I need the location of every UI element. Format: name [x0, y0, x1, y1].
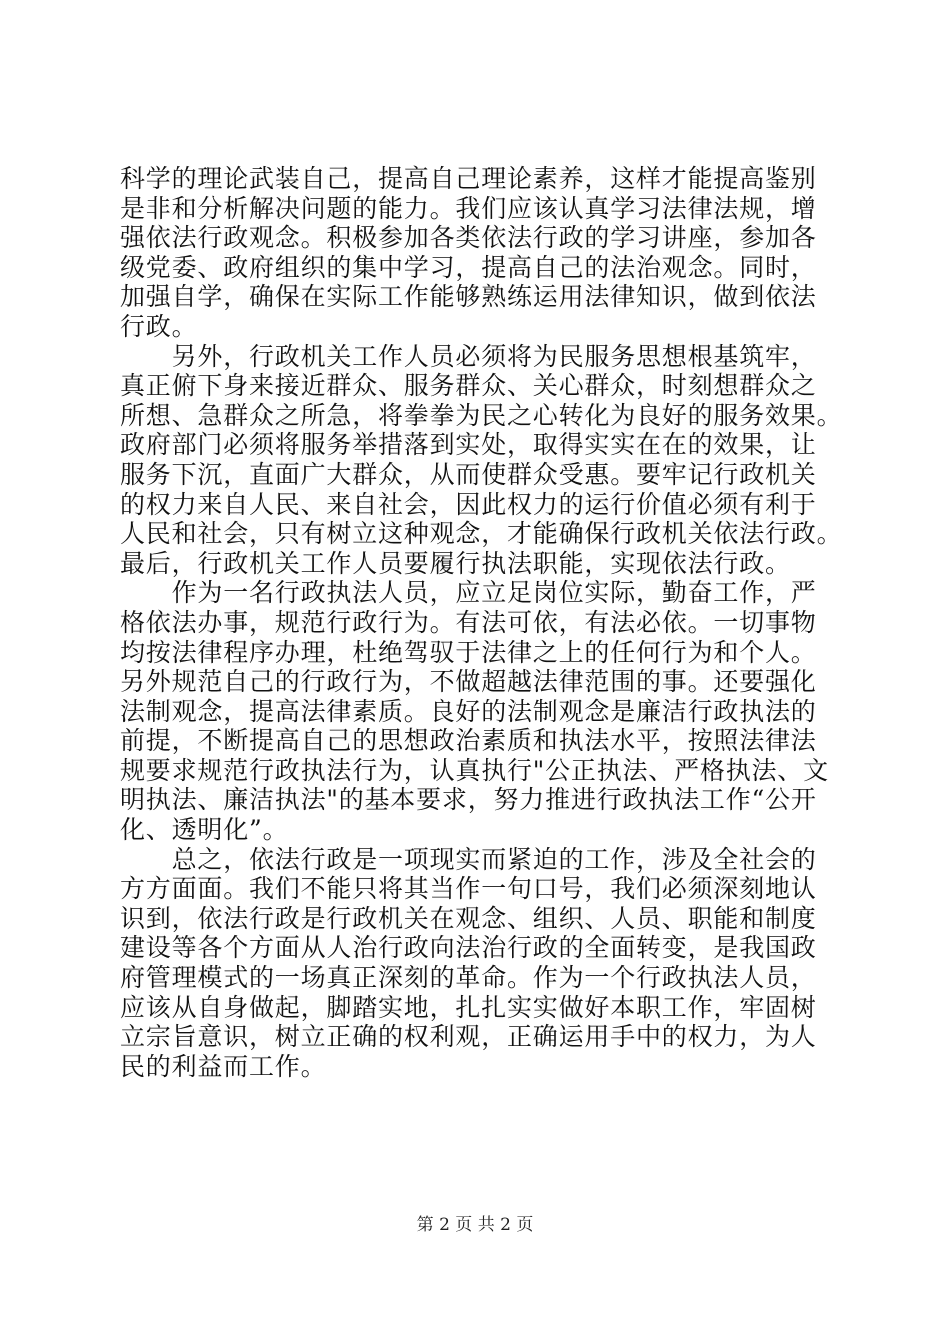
- text-line: 格依法办事，规范行政行为。有法可依，有法必依。一切事物: [120, 607, 817, 637]
- text-line: 总之，依法行政是一项现实而紧迫的工作，涉及全社会的: [120, 844, 817, 874]
- text-line: 服务下沉，直面广大群众，从而使群众受惠。要牢记行政机关: [120, 459, 817, 489]
- text-line: 另外，行政机关工作人员必须将为民服务思想根基筑牢，: [120, 341, 817, 371]
- page-footer: 第 2 页 共 2 页: [416, 1215, 534, 1235]
- text-line: 前提，不断提高自己的思想政治素质和执法水平，按照法律法: [120, 726, 817, 756]
- text-line: 级党委、政府组织的集中学习，提高自己的法治观念。同时，: [120, 252, 817, 282]
- text-line: 是非和分析解决问题的能力。我们应该认真学习法律法规，增: [120, 193, 817, 223]
- text-line: 建设等各个方面从人治行政向法治行政的全面转变，是我国政: [120, 933, 817, 963]
- text-line: 行政。: [120, 311, 198, 341]
- text-line: 真正俯下身来接近群众、服务群众、关心群众，时刻想群众之: [120, 371, 817, 401]
- text-line: 均按法律程序办理，杜绝驾驭于法律之上的任何行为和个人。: [120, 637, 817, 667]
- text-line: 政府部门必须将服务举措落到实处，取得实实在在的效果，让: [120, 430, 817, 460]
- text-line: 法制观念，提高法律素质。良好的法制观念是廉洁行政执法的: [120, 696, 817, 726]
- text-line: 府管理模式的一场真正深刻的革命。作为一个行政执法人员，: [120, 963, 817, 993]
- text-line: 民的利益而工作。: [120, 1051, 327, 1081]
- text-line: 所想、急群众之所急，将拳拳为民之心转化为良好的服务效果。: [120, 400, 843, 430]
- text-line: 科学的理论武装自己，提高自己理论素养，这样才能提高鉴别: [120, 164, 817, 193]
- text-line: 化、透明化”。: [120, 815, 289, 845]
- text-line: 加强自学，确保在实际工作能够熟练运用法律知识，做到依法: [120, 282, 817, 312]
- text-line: 作为一名行政执法人员，应立足岗位实际，勤奋工作，严: [120, 578, 817, 608]
- text-line: 强依法行政观念。积极参加各类依法行政的学习讲座，参加各: [120, 223, 817, 253]
- text-line: 明执法、廉洁执法"的基本要求，努力推进行政执法工作“公开: [120, 785, 817, 815]
- document-body: [120, 164, 843, 1081]
- text-line: 的权力来自人民、来自社会，因此权力的运行价值必须有利于: [120, 489, 817, 519]
- text-line: 规要求规范行政执法行为，认真执行"公正执法、严格执法、文: [120, 755, 829, 785]
- text-line: 另外规范自己的行政行为，不做超越法律范围的事。还要强化: [120, 667, 817, 697]
- text-line: 应该从自身做起，脚踏实地，扎扎实实做好本职工作，牢固树: [120, 992, 817, 1022]
- text-line: 人民和社会，只有树立这种观念，才能确保行政机关依法行政。: [120, 519, 843, 549]
- text-line: 最后，行政机关工作人员要履行执法职能，实现依法行政。: [120, 548, 791, 578]
- text-line: 方方面面。我们不能只将其当作一句口号，我们必须深刻地认: [120, 874, 817, 904]
- text-line: 立宗旨意识，树立正确的权利观，正确运用手中的权力，为人: [120, 1022, 817, 1052]
- text-line: 识到，依法行政是行政机关在观念、组织、人员、职能和制度: [120, 903, 817, 933]
